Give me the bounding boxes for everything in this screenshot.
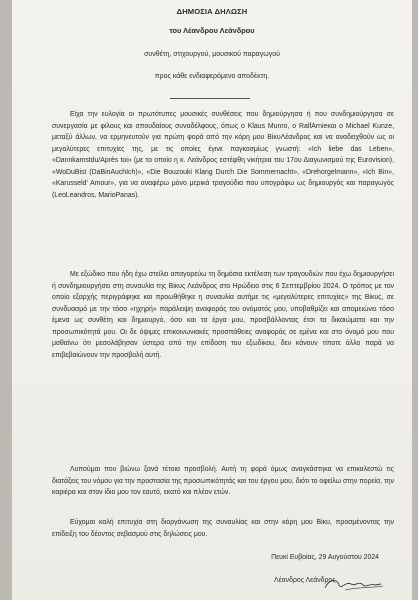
signature-block <box>267 576 387 594</box>
signatory-name: Λέανδρος Λεάνδρος <box>274 577 336 584</box>
paragraph-1: Είχα την ευλογία οι πρωτότυπες μουσικές συνθέσεις που δημιούργησα ή που συνδημιούργησα σε συνεργασία με φίλους και σπουδαίους συναδέλφους, όπως ο Klaus Munro, ο RalfArnieκαι ο Michael Kunze, μεταξύ άλλων, να ερμηνευτούν για πρώτη φορά από την κόρη μου ΒίκυΛέανδρος και να αναδειχθούν ως οι μεγαλύτερες επιτυχίες της, με τις οποίες έγινε παγκοσμίως γνωστή: «Ich liebe das Leben», «Dannkamstdu/Après toi» (με το οποίο η κ. Λεάνδρος εστέφθη νικήτρια του 17ου Διαγωνισμού της Eurovision), «WoDuBist (DaBinAuchIch)», «Die Bouzouki Klang Durch Die Sommernacht», «Drehorgelmann», «Ich Bin», «Karusseld' Amour», για να αναφέρω μόνο μερικά τραγούδια που υπογράφω ως δημιουργός και παραγωγός (LeoLeandros, MarioPanas). <box>52 111 394 199</box>
handwritten-signature <box>267 576 387 594</box>
author-name: του Λέανδρου Λεάνδρου <box>169 26 255 35</box>
author-roles: συνθέτη, στιχουργού, μουσικού παραγωγού <box>144 51 280 58</box>
document-page <box>12 0 412 600</box>
paragraph-4: Εύχομαι καλή επιτυχία στη διοργάνωση της συναυλίας και στην κόρη μου Βίκυ, προσμένοντας την επίδειξη του δέοντος σεβασμού στις δηλώσεις μου. <box>52 519 394 538</box>
document-title: ΔΗΜΟΣΙΑ ΔΗΛΩΣΗ <box>176 7 248 16</box>
paragraph-2: Με εξώδικο που ήδη έχω στείλει απαγορεύω τη δημόσια εκτέλεση των τραγουδιών που έχω δημιουργήσει ή συνδημιουργήσει στη συναυλία της Βίκυς Λεάνδρος στο Ηρώδειο στις 6 Σεπτεμβρίου 2024. Ο τρόπος με τον οποίο εξαρχής περιγράφηκε και προωθήθηκε η συναυλία αυτήμε τις «μεγαλύτερες επιτυχίες» της Βίκυς, σε συνδυασμό με την τόσο «ηχηρή» παράλειψη αναφοράς του ονόματός μου, υποβαθμίζει και απομειώνει τόσο έμενα ως συνθέτη και δημιουργό, όσο και τα έργα μου, προσβάλλοντας έτσι τα δικαιώματα και την προσωπικότητά μου. Οι δε όψιμες επικοινωνιακές προσπάθειες αναφοράς σε εμένα και στο όνομά μου που μαθαίνω ότι μεσολάβησαν ύστερα από την επίδοση του εξωδίκου, δεν κάνουν τίποτε άλλο παρά να επιβεβαιώνουν την προσβολή αυτή. <box>52 271 394 359</box>
place-and-date: Πευκί Ευβοίας, 29 Αυγούστου 2024 <box>271 554 379 561</box>
header-divider <box>170 98 250 99</box>
addressee-line: προς κάθε ενδιαφερόμενο αποδέκτη. <box>154 73 270 80</box>
paragraph-3: Λυπούμαι που βιώνω ξανά τέτοια προσβολή. Αυτή τη φορά όμως αναγκάστηκα να επικαλεστώ τις διατάξεις του νόμου για την προστασία της προσωπικότητάς και του έργου μου, διότι το οφείλω στην πορεία, την καριέρα και στον ίδιο μου τον εαυτό, εκατό και πλέον ετών. <box>52 466 394 497</box>
